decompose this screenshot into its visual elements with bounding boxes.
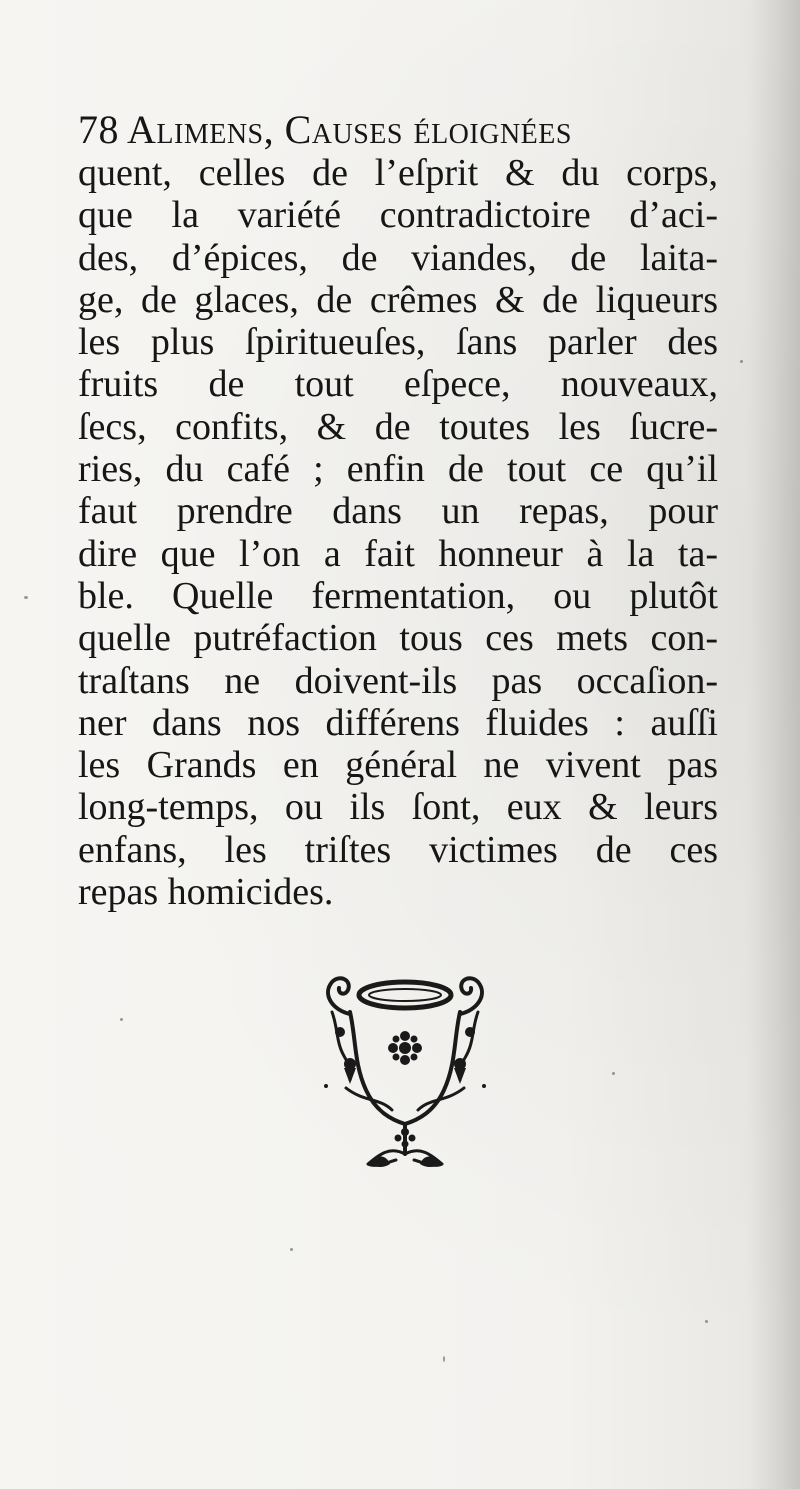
body-text bbox=[78, 152, 718, 913]
running-header bbox=[78, 106, 718, 154]
paper-speck bbox=[443, 1356, 445, 1362]
text-line: ſecs, confits, & de toutes les ſucre- bbox=[78, 405, 718, 448]
paper-speck bbox=[612, 1072, 615, 1075]
text-line: des, d’épices, de viandes, de laita- bbox=[78, 236, 718, 279]
text-line: enfans, les triſtes victimes de ces bbox=[78, 828, 718, 871]
page-number: 78 bbox=[78, 107, 119, 152]
paper-speck bbox=[24, 596, 28, 599]
text-line: les Grands en général ne vivent pas bbox=[78, 744, 718, 787]
text-line: traſtans ne doivent-ils pas occaſion- bbox=[78, 659, 718, 702]
paper-speck bbox=[290, 1248, 293, 1251]
text-line: ge, de glaces, de crêmes & de liqueurs bbox=[78, 278, 718, 321]
text-line-last: repas homicides. bbox=[78, 871, 334, 914]
text-line: faut prendre dans un repas, pour bbox=[78, 490, 718, 533]
cul-de-lampe-vase-ornament-icon bbox=[310, 968, 500, 1178]
gutter-shadow bbox=[745, 0, 800, 1489]
text-line: quent, celles de l’eſprit & du corps, bbox=[78, 152, 718, 194]
text-line: ner dans nos différens fluides : auſſi bbox=[78, 701, 718, 744]
paper-speck bbox=[120, 1018, 123, 1021]
running-title: Alimens, Causes éloignées bbox=[127, 107, 572, 152]
text-line: que la variété contradictoire d’aci- bbox=[78, 194, 718, 237]
text-line: ries, du café ; enfin de tout ce qu’il bbox=[78, 448, 718, 491]
text-line: ble. Quelle fermentation, ou plutôt bbox=[78, 574, 718, 617]
text-line: les plus ſpiritueuſes, ſans parler des bbox=[78, 321, 718, 364]
text-line: fruits de tout eſpece, nouveaux, bbox=[78, 363, 718, 406]
text-line: quelle putréfaction tous ces mets con- bbox=[78, 617, 718, 660]
text-line: long-temps, ou ils ſont, eux & leurs bbox=[78, 786, 718, 829]
paper-speck bbox=[740, 360, 743, 363]
paper-speck bbox=[705, 1320, 708, 1323]
text-line: dire que l’on a fait honneur à la ta- bbox=[78, 532, 718, 575]
